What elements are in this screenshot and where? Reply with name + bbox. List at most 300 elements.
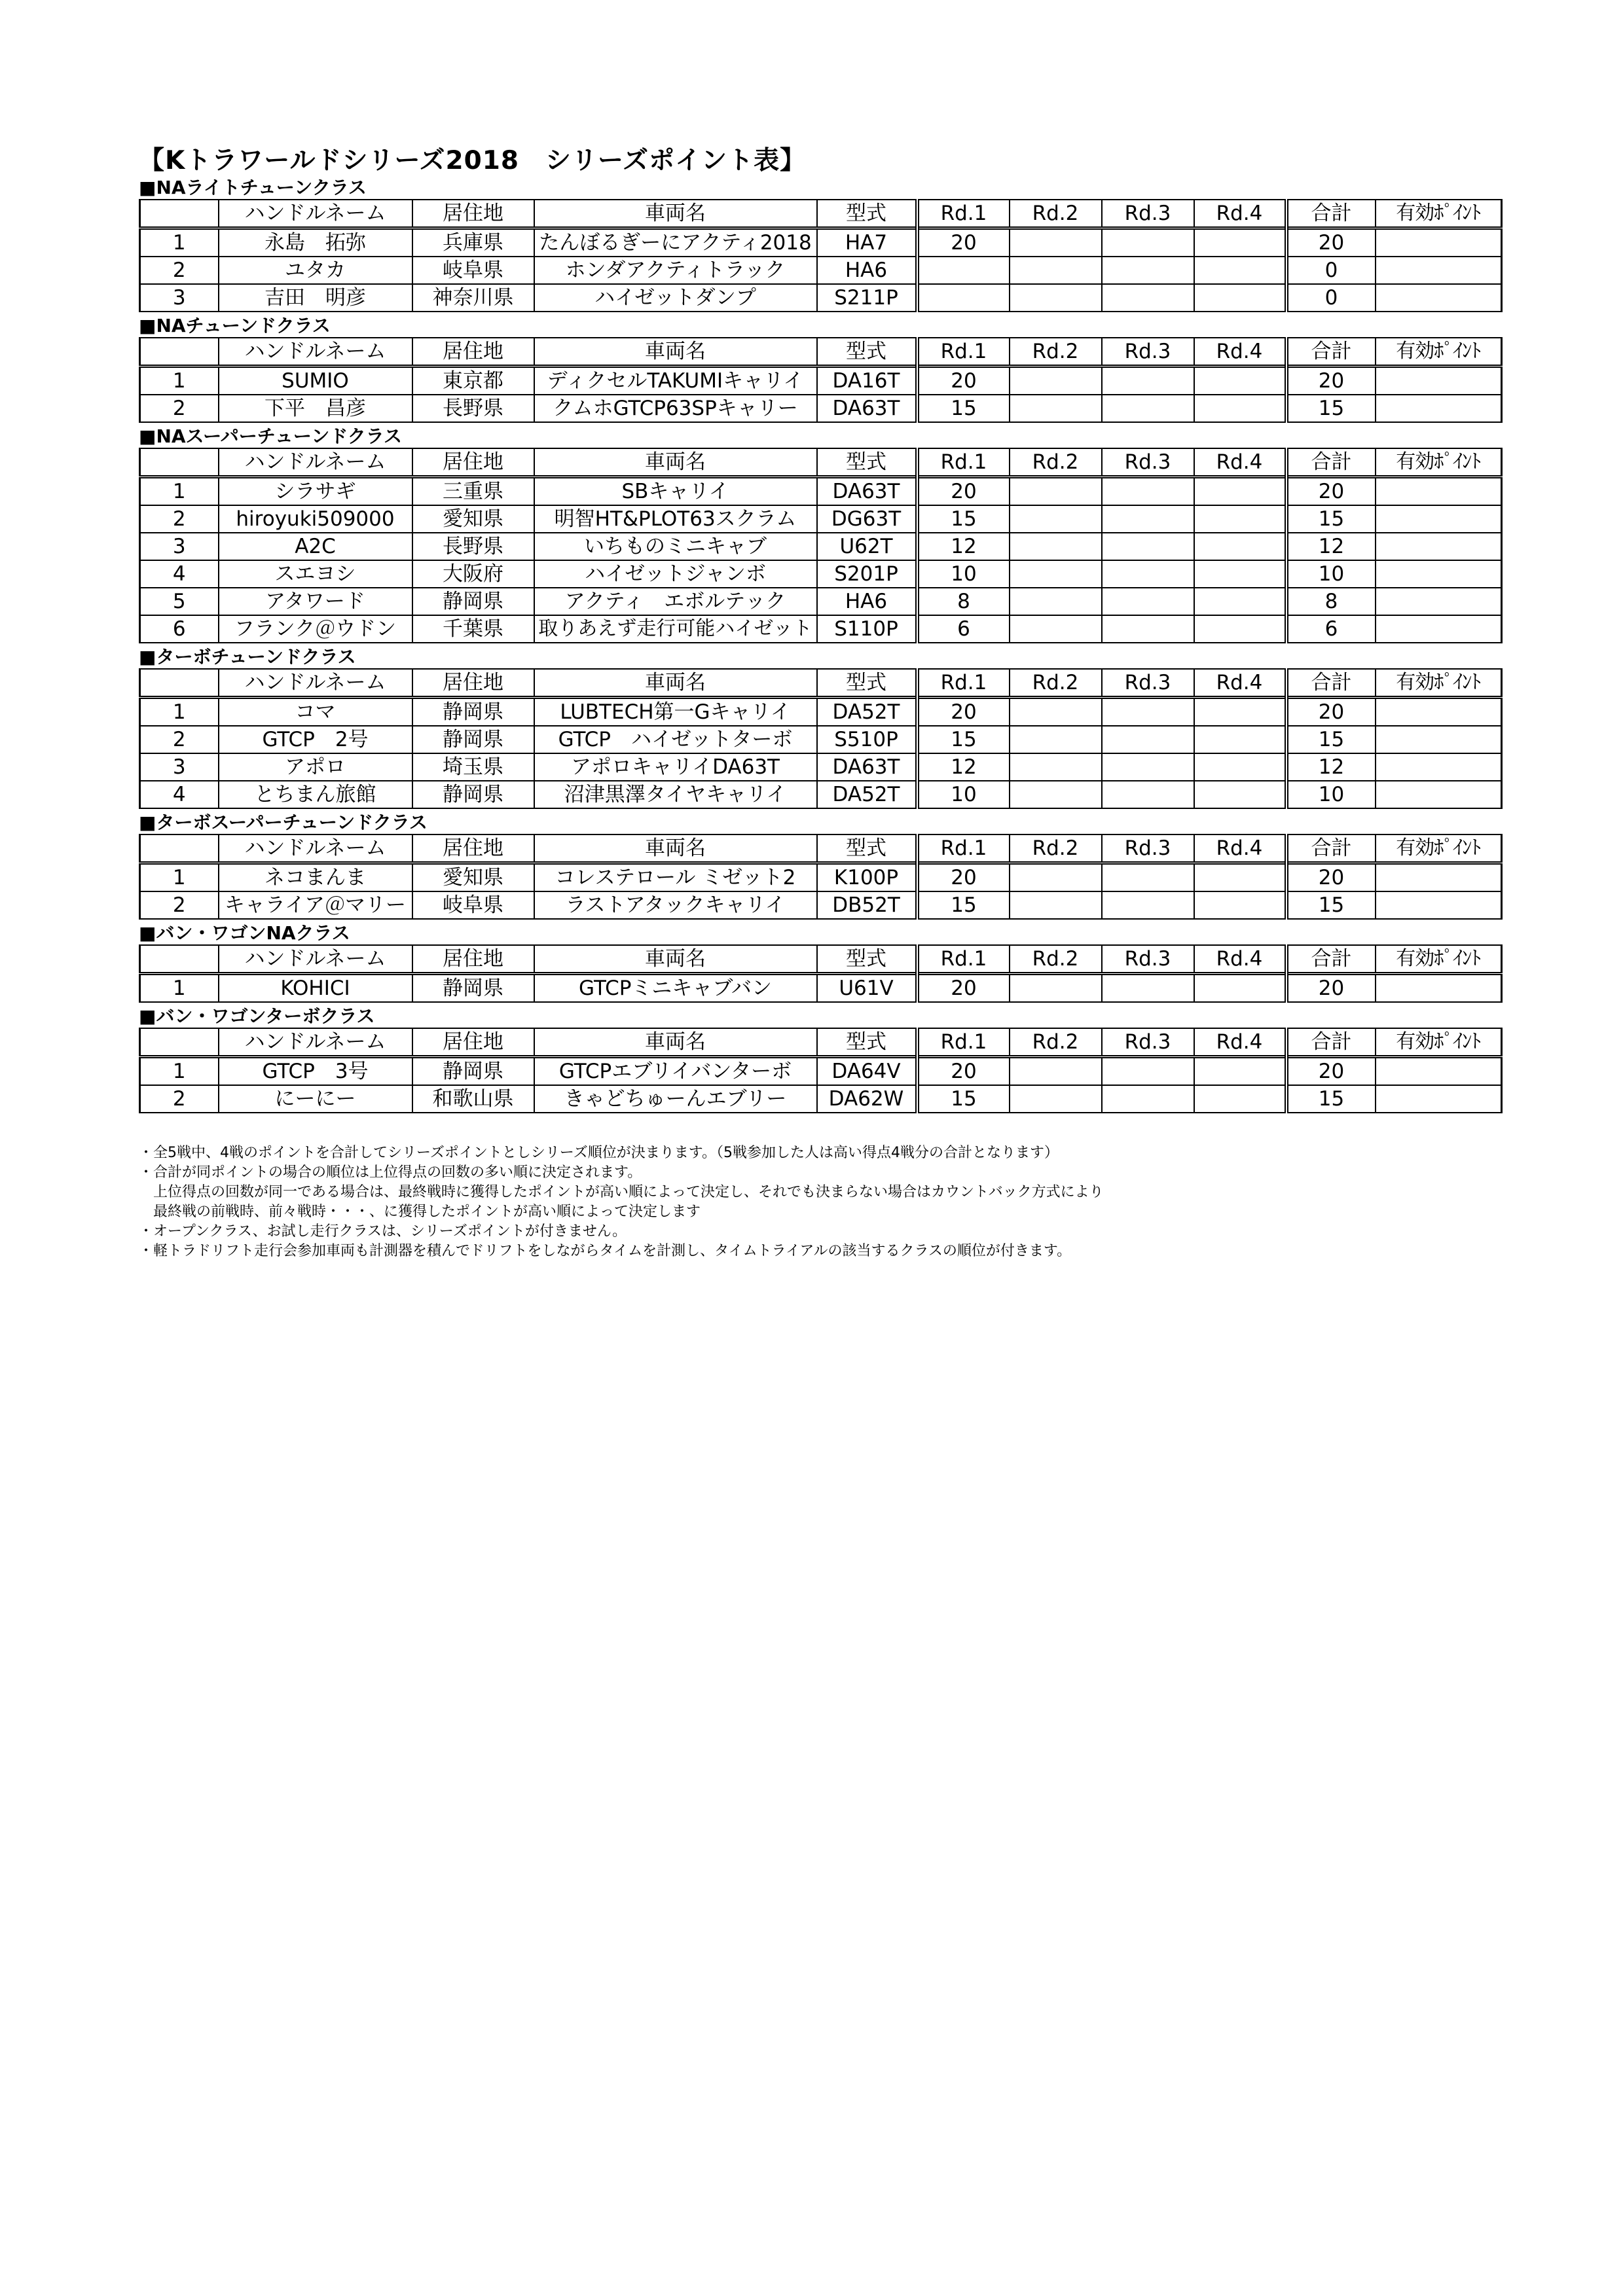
cell-rd4 [1194, 753, 1286, 781]
cell-rd4 [1194, 726, 1286, 753]
cell-rd1: 20 [917, 863, 1010, 892]
cell-effective [1376, 588, 1502, 615]
cell-residence: 長野県 [412, 395, 534, 422]
header-rd3: Rd.3 [1102, 834, 1194, 863]
cell-rd4 [1194, 1085, 1286, 1113]
header-car: 車両名 [534, 834, 817, 863]
header-no [140, 448, 219, 477]
header-total: 合計 [1286, 945, 1376, 974]
cell-handle: GTCP 3号 [219, 1057, 412, 1086]
table-row [140, 974, 1502, 1003]
cell-effective [1376, 367, 1502, 395]
cell-total: 15 [1286, 505, 1376, 533]
cell-rd4 [1194, 615, 1286, 643]
cell-total: 0 [1286, 257, 1376, 284]
cell-rd1 [917, 257, 1010, 284]
header-car: 車両名 [534, 669, 817, 698]
cell-handle: GTCP 2号 [219, 726, 412, 753]
cell-residence: 和歌山県 [412, 1085, 534, 1113]
table-row [140, 228, 1502, 257]
cell-effective [1376, 533, 1502, 560]
table-header-row [140, 200, 1502, 228]
cell-rd3 [1102, 1057, 1194, 1086]
note-line: ・合計が同ポイントの場合の順位は上位得点の回数の多い順に決定されます。 [139, 1164, 642, 1181]
cell-effective [1376, 615, 1502, 643]
header-rd4: Rd.4 [1194, 200, 1286, 228]
header-rd1: Rd.1 [917, 338, 1010, 367]
cell-no: 6 [140, 615, 219, 643]
table-row [140, 891, 1502, 919]
cell-total: 20 [1286, 477, 1376, 506]
table-header-row [140, 669, 1502, 698]
cell-rd4 [1194, 533, 1286, 560]
cell-rd3 [1102, 615, 1194, 643]
cell-car: ホンダアクティトラック [534, 257, 817, 284]
cell-no: 4 [140, 781, 219, 808]
cell-rd3 [1102, 228, 1194, 257]
cell-model: DA52T [817, 698, 917, 726]
class-title: ■ターボスーパーチューンドクラス [139, 812, 428, 833]
cell-model: DA62W [817, 1085, 917, 1113]
class-title: ■NAチューンドクラス [139, 315, 331, 336]
header-rd1: Rd.1 [917, 200, 1010, 228]
class-section [139, 812, 1487, 920]
cell-rd4 [1194, 891, 1286, 919]
table-row [140, 1085, 1502, 1113]
cell-model: HA6 [817, 257, 917, 284]
cell-rd2 [1010, 1085, 1102, 1113]
table-header-row [140, 1028, 1502, 1057]
cell-rd1 [917, 284, 1010, 312]
cell-rd2 [1010, 863, 1102, 892]
cell-car: GTCP ハイゼットターボ [534, 726, 817, 753]
cell-effective [1376, 505, 1502, 533]
cell-residence: 静岡県 [412, 726, 534, 753]
class-section [139, 1005, 1487, 1113]
table-row [140, 698, 1502, 726]
cell-model: DG63T [817, 505, 917, 533]
cell-residence: 兵庫県 [412, 228, 534, 257]
table-row [140, 863, 1502, 892]
cell-rd2 [1010, 698, 1102, 726]
header-no [140, 200, 219, 228]
header-effective: 有効ﾎﾟｲﾝﾄ [1376, 200, 1502, 228]
cell-car: LUBTECH第一Gキャリイ [534, 698, 817, 726]
table-row [140, 257, 1502, 284]
table-header-row [140, 834, 1502, 863]
cell-car: アポロキャリイDA63T [534, 753, 817, 781]
cell-total: 12 [1286, 753, 1376, 781]
note-line: ・軽トラドリフト走行会参加車両も計測器を積んでドリフトをしながらタイムを計測し、タイムトライアルの該当するクラスの順位が付きます。 [139, 1243, 1072, 1259]
header-rd3: Rd.3 [1102, 669, 1194, 698]
header-handle: ハンドルネーム [219, 669, 412, 698]
header-total: 合計 [1286, 200, 1376, 228]
points-table [139, 944, 1503, 1003]
cell-rd2 [1010, 477, 1102, 506]
notes-block [139, 1143, 1487, 1261]
cell-rd2 [1010, 560, 1102, 588]
cell-handle: キャライア＠マリー [219, 891, 412, 919]
note-line: ・全5戦中、4戦のポイントを合計してシリーズポイントとしシリーズ順位が決まります。（5戦参加した人は高い得点4戦分の合計となります） [139, 1145, 1059, 1161]
class-title: ■ターボチューンドクラス [139, 646, 356, 668]
cell-no: 1 [140, 228, 219, 257]
cell-rd4 [1194, 505, 1286, 533]
cell-model: DB52T [817, 891, 917, 919]
cell-handle: KOHICI [219, 974, 412, 1003]
cell-model: DA16T [817, 367, 917, 395]
cell-rd4 [1194, 1057, 1286, 1086]
note-line: 最終戦の前戦時、前々戦時・・・、に獲得したポイントが高い順によって決定します [139, 1204, 701, 1220]
cell-model: HA7 [817, 228, 917, 257]
cell-rd1: 20 [917, 698, 1010, 726]
cell-rd3 [1102, 698, 1194, 726]
header-model: 型式 [817, 1028, 917, 1057]
cell-residence: 神奈川県 [412, 284, 534, 312]
cell-rd4 [1194, 477, 1286, 506]
header-rd4: Rd.4 [1194, 448, 1286, 477]
cell-effective [1376, 477, 1502, 506]
cell-total: 20 [1286, 228, 1376, 257]
header-rd1: Rd.1 [917, 1028, 1010, 1057]
header-handle: ハンドルネーム [219, 1028, 412, 1057]
cell-total: 12 [1286, 533, 1376, 560]
cell-rd3 [1102, 284, 1194, 312]
cell-effective [1376, 891, 1502, 919]
header-no [140, 338, 219, 367]
cell-model: DA63T [817, 395, 917, 422]
cell-handle: スエヨシ [219, 560, 412, 588]
header-residence: 居住地 [412, 945, 534, 974]
header-rd4: Rd.4 [1194, 945, 1286, 974]
cell-rd2 [1010, 974, 1102, 1003]
header-residence: 居住地 [412, 448, 534, 477]
cell-model: DA64V [817, 1057, 917, 1086]
cell-car: きゃどちゅーんエブリー [534, 1085, 817, 1113]
cell-car: クムホGTCP63SPキャリー [534, 395, 817, 422]
cell-car: ハイゼットダンプ [534, 284, 817, 312]
cell-handle: フランク＠ウドン [219, 615, 412, 643]
header-total: 合計 [1286, 338, 1376, 367]
header-model: 型式 [817, 834, 917, 863]
table-row [140, 477, 1502, 506]
cell-rd4 [1194, 395, 1286, 422]
cell-total: 15 [1286, 1085, 1376, 1113]
cell-rd2 [1010, 891, 1102, 919]
cell-handle: ネコまんま [219, 863, 412, 892]
cell-residence: 岐阜県 [412, 257, 534, 284]
note-line: 上位得点の回数が同一である場合は、最終戦時に獲得したポイントが高い順によって決定し、それでも決まらない場合はカウントバック方式により [139, 1184, 1104, 1200]
cell-rd1: 8 [917, 588, 1010, 615]
cell-handle: 永島 拓弥 [219, 228, 412, 257]
class-section [139, 177, 1487, 312]
cell-rd1: 20 [917, 228, 1010, 257]
header-total: 合計 [1286, 669, 1376, 698]
header-rd4: Rd.4 [1194, 338, 1286, 367]
cell-rd2 [1010, 781, 1102, 808]
header-rd1: Rd.1 [917, 834, 1010, 863]
cell-rd4 [1194, 228, 1286, 257]
cell-handle: 下平 昌彦 [219, 395, 412, 422]
cell-rd2 [1010, 753, 1102, 781]
header-residence: 居住地 [412, 669, 534, 698]
table-row [140, 753, 1502, 781]
cell-effective [1376, 753, 1502, 781]
table-row [140, 615, 1502, 643]
cell-model: S201P [817, 560, 917, 588]
cell-effective [1376, 1085, 1502, 1113]
header-total: 合計 [1286, 448, 1376, 477]
class-section [139, 646, 1487, 809]
cell-model: S110P [817, 615, 917, 643]
cell-residence: 静岡県 [412, 1057, 534, 1086]
header-effective: 有効ﾎﾟｲﾝﾄ [1376, 834, 1502, 863]
class-title: ■バン・ワゴンターボクラス [139, 1005, 375, 1027]
cell-rd1: 15 [917, 891, 1010, 919]
header-handle: ハンドルネーム [219, 200, 412, 228]
cell-effective [1376, 1057, 1502, 1086]
cell-total: 20 [1286, 698, 1376, 726]
header-rd2: Rd.2 [1010, 945, 1102, 974]
header-effective: 有効ﾎﾟｲﾝﾄ [1376, 669, 1502, 698]
cell-no: 3 [140, 533, 219, 560]
cell-residence: 静岡県 [412, 781, 534, 808]
cell-model: K100P [817, 863, 917, 892]
cell-model: DA63T [817, 753, 917, 781]
cell-model: DA63T [817, 477, 917, 506]
table-row [140, 533, 1502, 560]
cell-rd3 [1102, 257, 1194, 284]
table-row [140, 781, 1502, 808]
cell-no: 1 [140, 698, 219, 726]
header-rd3: Rd.3 [1102, 200, 1194, 228]
cell-residence: 長野県 [412, 533, 534, 560]
points-table [139, 668, 1503, 809]
table-row [140, 395, 1502, 422]
header-car: 車両名 [534, 945, 817, 974]
cell-residence: 東京都 [412, 367, 534, 395]
cell-no: 2 [140, 891, 219, 919]
header-handle: ハンドルネーム [219, 338, 412, 367]
class-title: ■NAスーパーチューンドクラス [139, 425, 402, 447]
header-rd3: Rd.3 [1102, 1028, 1194, 1057]
cell-residence: 静岡県 [412, 588, 534, 615]
points-table [139, 834, 1503, 920]
cell-no: 1 [140, 974, 219, 1003]
cell-rd1: 6 [917, 615, 1010, 643]
cell-model: S510P [817, 726, 917, 753]
cell-total: 15 [1286, 395, 1376, 422]
cell-no: 3 [140, 284, 219, 312]
header-car: 車両名 [534, 448, 817, 477]
header-total: 合計 [1286, 834, 1376, 863]
header-residence: 居住地 [412, 200, 534, 228]
note-line: ・オープンクラス、お試し走行クラスは、シリーズポイントが付きません。 [139, 1223, 627, 1240]
cell-rd4 [1194, 257, 1286, 284]
table-row [140, 560, 1502, 588]
cell-handle: アポロ [219, 753, 412, 781]
cell-rd4 [1194, 560, 1286, 588]
cell-model: S211P [817, 284, 917, 312]
header-rd4: Rd.4 [1194, 669, 1286, 698]
cell-car: 取りあえず走行可能ハイゼット [534, 615, 817, 643]
class-section [139, 922, 1487, 1003]
cell-no: 1 [140, 863, 219, 892]
cell-rd4 [1194, 367, 1286, 395]
header-rd3: Rd.3 [1102, 338, 1194, 367]
header-model: 型式 [817, 945, 917, 974]
cell-rd4 [1194, 698, 1286, 726]
cell-model: U62T [817, 533, 917, 560]
cell-handle: コマ [219, 698, 412, 726]
cell-rd1: 10 [917, 560, 1010, 588]
cell-rd1: 15 [917, 395, 1010, 422]
header-rd3: Rd.3 [1102, 945, 1194, 974]
cell-handle: SUMIO [219, 367, 412, 395]
table-header-row [140, 448, 1502, 477]
header-rd1: Rd.1 [917, 448, 1010, 477]
header-residence: 居住地 [412, 1028, 534, 1057]
cell-rd1: 12 [917, 533, 1010, 560]
header-car: 車両名 [534, 200, 817, 228]
cell-car: いちものミニキャブ [534, 533, 817, 560]
header-rd2: Rd.2 [1010, 834, 1102, 863]
cell-rd2 [1010, 257, 1102, 284]
header-rd2: Rd.2 [1010, 448, 1102, 477]
cell-rd1: 20 [917, 477, 1010, 506]
cell-residence: 千葉県 [412, 615, 534, 643]
cell-rd1: 15 [917, 1085, 1010, 1113]
cell-rd3 [1102, 1085, 1194, 1113]
cell-no: 2 [140, 726, 219, 753]
cell-total: 6 [1286, 615, 1376, 643]
cell-no: 1 [140, 367, 219, 395]
cell-no: 4 [140, 560, 219, 588]
header-handle: ハンドルネーム [219, 834, 412, 863]
cell-rd3 [1102, 367, 1194, 395]
table-row [140, 588, 1502, 615]
cell-car: GTCPミニキャブバン [534, 974, 817, 1003]
header-effective: 有効ﾎﾟｲﾝﾄ [1376, 448, 1502, 477]
cell-residence: 岐阜県 [412, 891, 534, 919]
points-document [139, 145, 1487, 1261]
cell-total: 10 [1286, 560, 1376, 588]
cell-rd2 [1010, 533, 1102, 560]
cell-total: 8 [1286, 588, 1376, 615]
cell-total: 20 [1286, 974, 1376, 1003]
cell-residence: 愛知県 [412, 505, 534, 533]
cell-rd2 [1010, 615, 1102, 643]
cell-car: GTCPエブリイバンターボ [534, 1057, 817, 1086]
cell-total: 0 [1286, 284, 1376, 312]
cell-rd1: 15 [917, 505, 1010, 533]
cell-effective [1376, 726, 1502, 753]
table-row [140, 726, 1502, 753]
cell-residence: 静岡県 [412, 698, 534, 726]
cell-total: 15 [1286, 891, 1376, 919]
cell-model: DA52T [817, 781, 917, 808]
cell-rd1: 12 [917, 753, 1010, 781]
cell-car: コレステロール ミゼット2 [534, 863, 817, 892]
header-total: 合計 [1286, 1028, 1376, 1057]
cell-car: 沼津黒澤タイヤキャリイ [534, 781, 817, 808]
points-table [139, 448, 1503, 643]
points-table [139, 1028, 1503, 1113]
table-row [140, 367, 1502, 395]
cell-handle: シラサギ [219, 477, 412, 506]
cell-car: 明智HT&PLOT63スクラム [534, 505, 817, 533]
cell-rd3 [1102, 781, 1194, 808]
cell-rd3 [1102, 533, 1194, 560]
header-effective: 有効ﾎﾟｲﾝﾄ [1376, 1028, 1502, 1057]
cell-rd1: 10 [917, 781, 1010, 808]
header-rd2: Rd.2 [1010, 338, 1102, 367]
header-car: 車両名 [534, 338, 817, 367]
class-section [139, 425, 1487, 643]
cell-effective [1376, 698, 1502, 726]
cell-effective [1376, 974, 1502, 1003]
cell-rd3 [1102, 395, 1194, 422]
cell-effective [1376, 284, 1502, 312]
cell-no: 5 [140, 588, 219, 615]
cell-rd2 [1010, 395, 1102, 422]
cell-rd1: 20 [917, 1057, 1010, 1086]
header-model: 型式 [817, 338, 917, 367]
cell-model: HA6 [817, 588, 917, 615]
cell-effective [1376, 863, 1502, 892]
cell-rd3 [1102, 726, 1194, 753]
header-car: 車両名 [534, 1028, 817, 1057]
cell-effective [1376, 257, 1502, 284]
cell-model: U61V [817, 974, 917, 1003]
class-title: ■NAライトチューンクラス [139, 177, 367, 198]
cell-rd4 [1194, 588, 1286, 615]
cell-no: 2 [140, 505, 219, 533]
cell-residence: 愛知県 [412, 863, 534, 892]
cell-rd3 [1102, 863, 1194, 892]
cell-total: 20 [1286, 367, 1376, 395]
cell-rd1: 20 [917, 974, 1010, 1003]
points-table [139, 199, 1503, 312]
cell-car: ディクセルTAKUMIキャリイ [534, 367, 817, 395]
cell-rd4 [1194, 974, 1286, 1003]
cell-rd4 [1194, 863, 1286, 892]
cell-rd3 [1102, 505, 1194, 533]
cell-handle: とちまん旅館 [219, 781, 412, 808]
cell-effective [1376, 781, 1502, 808]
header-rd4: Rd.4 [1194, 1028, 1286, 1057]
header-no [140, 945, 219, 974]
header-rd1: Rd.1 [917, 945, 1010, 974]
cell-handle: A2C [219, 533, 412, 560]
cell-residence: 静岡県 [412, 974, 534, 1003]
header-rd2: Rd.2 [1010, 669, 1102, 698]
cell-handle: にーにー [219, 1085, 412, 1113]
header-residence: 居住地 [412, 338, 534, 367]
points-table [139, 337, 1503, 423]
cell-rd1: 20 [917, 367, 1010, 395]
header-handle: ハンドルネーム [219, 945, 412, 974]
cell-rd4 [1194, 284, 1286, 312]
cell-total: 20 [1286, 1057, 1376, 1086]
header-model: 型式 [817, 448, 917, 477]
header-model: 型式 [817, 669, 917, 698]
cell-no: 1 [140, 477, 219, 506]
cell-rd3 [1102, 588, 1194, 615]
cell-total: 10 [1286, 781, 1376, 808]
class-section [139, 315, 1487, 423]
table-row [140, 284, 1502, 312]
cell-rd3 [1102, 974, 1194, 1003]
